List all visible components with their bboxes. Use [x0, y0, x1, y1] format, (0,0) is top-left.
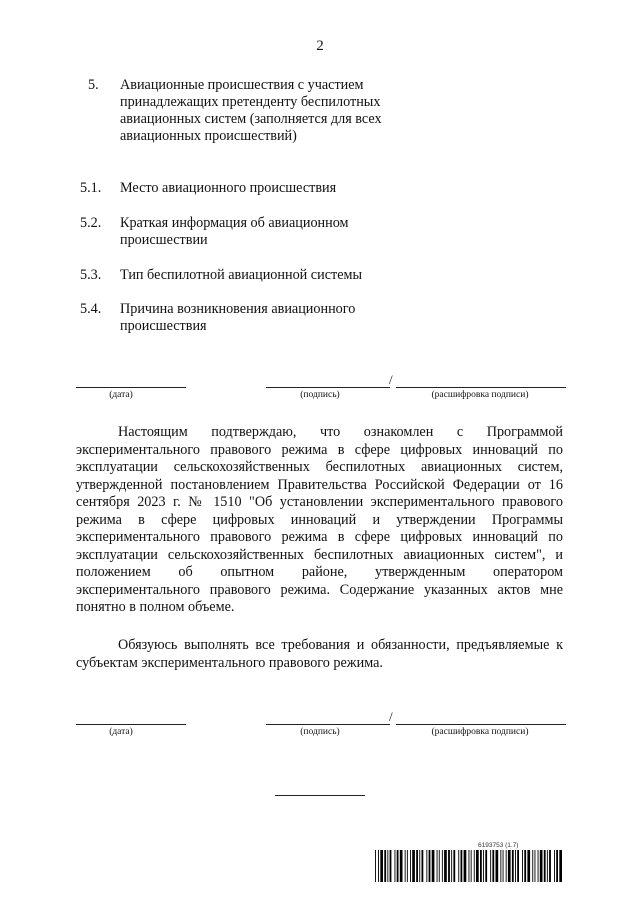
- signature-caption: (подпись): [300, 727, 340, 737]
- section-5-3-item: [80, 267, 410, 287]
- date-caption: (дата): [109, 390, 133, 400]
- section-5-4-item: [80, 301, 410, 337]
- signature-decoding-line[interactable]: [396, 724, 566, 725]
- item-number: 5.3.: [80, 267, 102, 283]
- slash-separator: /: [389, 372, 393, 387]
- slash-separator: /: [389, 709, 393, 724]
- item-text: Тип беспилотной авиационной системы: [120, 267, 362, 283]
- section-5-1-item: [80, 180, 410, 200]
- closing-separator-line: [275, 795, 365, 796]
- signature-decoding-line[interactable]: [396, 387, 566, 388]
- section-5-2-item: [80, 215, 410, 251]
- barcode-icon: [375, 850, 563, 882]
- item-text: Авиационные происшествия с участием принадлежащих претенденту беспилотных авиационных систем (заполняется для всех авиационных происшествий): [120, 77, 382, 144]
- signature-caption: (подпись): [300, 390, 340, 400]
- item-text: Краткая информация об авиационном происшествии: [120, 215, 349, 248]
- decoding-caption: (расшифровка подписи): [431, 390, 529, 400]
- date-caption: (дата): [109, 727, 133, 737]
- obligation-paragraph: Обязуюсь выполнять все требования и обязанности, предъявляемые к субъектам экспериментального правового режима.: [76, 637, 563, 671]
- confirmation-paragraph: Настоящим подтверждаю, что ознакомлен с Программой экспериментального правового режима в сфере цифровых инноваций по эксплуатации сельскохозяйственных беспилотных авиационных систем, утвержденной постановлением Правительства Российской Федерации от 16 сентября 2023 г. № 1510 "Об установлении экспериментального правового режима в сфере цифровых инноваций и утверждении Программы экспериментального правового режима в сфере цифровых инноваций по эксплуатации сельскохозяйственных беспилотных авиационных систем", и положением об опытном районе, утвержденным оператором экспериментального правового режима. Содержание указанных актов мне понятно в полном объеме.: [76, 424, 563, 615]
- item-text: Причина возникновения авиационного происшествия: [120, 301, 356, 334]
- page-number: 2: [316, 38, 324, 54]
- item-number: 5.2.: [80, 215, 102, 231]
- item-text: Место авиационного происшествия: [120, 180, 337, 196]
- section-5-item: [80, 77, 410, 167]
- document-code: 6193753 (1.7): [478, 842, 519, 849]
- signature-line[interactable]: [266, 724, 390, 725]
- signature-line[interactable]: [266, 387, 390, 388]
- item-number: 5.1.: [80, 180, 102, 196]
- date-line[interactable]: [76, 724, 186, 725]
- item-number: 5.: [88, 77, 99, 93]
- date-line[interactable]: [76, 387, 186, 388]
- item-number: 5.4.: [80, 301, 102, 317]
- decoding-caption: (расшифровка подписи): [431, 727, 529, 737]
